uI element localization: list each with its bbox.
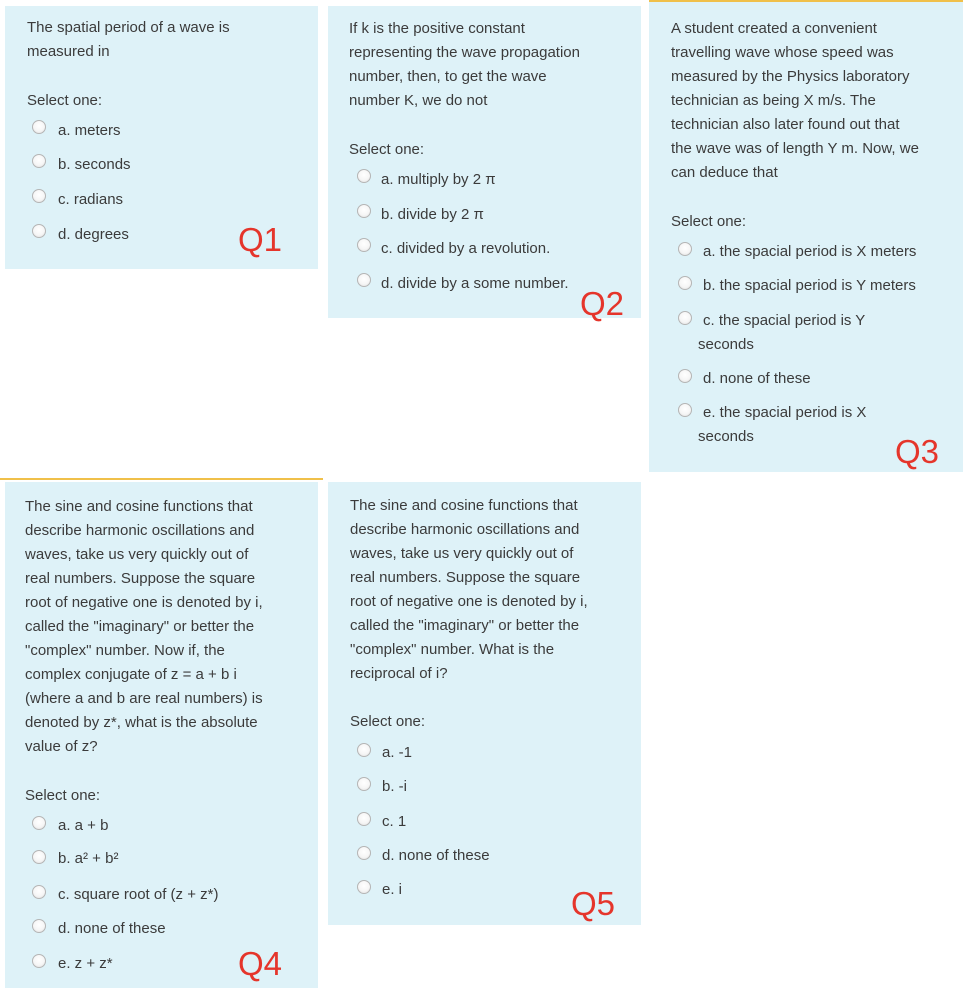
option-a-label[interactable]: a. -1 bbox=[382, 744, 413, 761]
question-tag-q4: Q4 bbox=[238, 945, 283, 982]
question-tag-q2: Q2 bbox=[580, 285, 625, 322]
radio-option-e[interactable] bbox=[678, 403, 692, 417]
question-line: real numbers. Suppose the square bbox=[350, 569, 581, 586]
question-line: "complex" number. Now if, the bbox=[25, 642, 225, 659]
question-line: reciprocal of i? bbox=[350, 665, 448, 682]
question-line: number, then, to get the wave bbox=[349, 68, 547, 85]
radio-option-a[interactable] bbox=[357, 743, 371, 757]
option-c-continuation[interactable]: seconds bbox=[698, 336, 754, 353]
option-d-label[interactable]: d. divide by a some number. bbox=[381, 275, 569, 292]
question-tag-q5: Q5 bbox=[571, 885, 616, 922]
question-line: can deduce that bbox=[671, 164, 778, 181]
option-a-label[interactable]: a. the spacial period is X meters bbox=[703, 243, 917, 260]
question-card-q5 bbox=[328, 482, 641, 925]
option-b-label[interactable]: b. -i bbox=[382, 778, 408, 795]
question-line: denoted by z*, what is the absolute bbox=[25, 714, 258, 731]
option-b-label[interactable]: b. seconds bbox=[58, 156, 131, 173]
question-line: measured by the Physics laboratory bbox=[671, 68, 910, 85]
accent-line bbox=[0, 478, 323, 480]
option-a-label[interactable]: a. a + b bbox=[58, 817, 109, 834]
question-line: The spatial period of a wave is bbox=[27, 19, 230, 36]
question-line: measured in bbox=[27, 43, 110, 60]
radio-option-b[interactable] bbox=[357, 204, 371, 218]
select-one-label: Select one: bbox=[671, 213, 747, 230]
option-d-label[interactable]: d. none of these bbox=[382, 847, 490, 864]
option-c-label[interactable]: c. square root of (z + z*) bbox=[58, 886, 219, 903]
option-b-label[interactable]: b. a² + b² bbox=[58, 850, 119, 867]
radio-option-a[interactable] bbox=[32, 120, 46, 134]
radio-option-b[interactable] bbox=[357, 777, 371, 791]
question-line: A student created a convenient bbox=[671, 20, 877, 37]
radio-option-d[interactable] bbox=[32, 919, 46, 933]
radio-option-d[interactable] bbox=[32, 224, 46, 238]
question-line: root of negative one is denoted by i, bbox=[350, 593, 588, 610]
option-d-label[interactable]: d. degrees bbox=[58, 226, 129, 243]
radio-option-b[interactable] bbox=[32, 850, 46, 864]
radio-option-c[interactable] bbox=[678, 311, 692, 325]
option-e-continuation[interactable]: seconds bbox=[698, 428, 754, 445]
radio-option-d[interactable] bbox=[678, 369, 692, 383]
radio-option-c[interactable] bbox=[32, 189, 46, 203]
radio-option-b[interactable] bbox=[32, 154, 46, 168]
radio-option-c[interactable] bbox=[32, 885, 46, 899]
question-line: The sine and cosine functions that bbox=[25, 498, 253, 515]
question-card-q3 bbox=[649, 2, 963, 472]
question-text bbox=[27, 16, 230, 64]
radio-option-b[interactable] bbox=[678, 276, 692, 290]
radio-option-c[interactable] bbox=[357, 812, 371, 826]
option-c-label[interactable]: c. divided by a revolution. bbox=[381, 240, 551, 257]
question-card-q4 bbox=[5, 482, 318, 988]
question-text bbox=[349, 17, 580, 113]
question-text bbox=[25, 495, 263, 759]
radio-option-d[interactable] bbox=[357, 273, 371, 287]
select-one-label: Select one: bbox=[349, 141, 425, 158]
question-line: representing the wave propagation bbox=[349, 44, 580, 61]
radio-option-a[interactable] bbox=[32, 816, 46, 830]
question-line: the wave was of length Y m. Now, we bbox=[671, 140, 919, 157]
question-line: The sine and cosine functions that bbox=[350, 497, 578, 514]
option-d-label[interactable]: d. none of these bbox=[703, 370, 811, 387]
question-line: If k is the positive constant bbox=[349, 20, 525, 37]
option-c-label[interactable]: c. radians bbox=[58, 191, 124, 208]
question-line: describe harmonic oscillations and bbox=[350, 521, 580, 538]
question-line: value of z? bbox=[25, 738, 98, 755]
option-c-label[interactable]: c. the spacial period is Y bbox=[703, 312, 866, 329]
select-one-label: Select one: bbox=[350, 713, 426, 730]
question-line: "complex" number. What is the bbox=[350, 641, 555, 658]
radio-option-a[interactable] bbox=[357, 169, 371, 183]
question-tag-q3: Q3 bbox=[895, 433, 940, 470]
option-b-label[interactable]: b. the spacial period is Y meters bbox=[703, 277, 916, 294]
option-a-label[interactable]: a. multiply by 2 π bbox=[381, 171, 496, 188]
question-text bbox=[350, 494, 588, 686]
question-card-q2 bbox=[328, 6, 641, 322]
question-line: called the "imaginary" or better the bbox=[25, 618, 255, 635]
question-line: travelling wave whose speed was bbox=[671, 44, 894, 61]
radio-option-a[interactable] bbox=[678, 242, 692, 256]
question-line: number K, we do not bbox=[349, 92, 488, 109]
radio-option-e[interactable] bbox=[32, 954, 46, 968]
option-e-label[interactable]: e. the spacial period is X bbox=[703, 404, 867, 421]
question-line: waves, take us very quickly out of bbox=[350, 545, 574, 562]
question-line: technician as being X m/s. The bbox=[671, 92, 876, 109]
option-d-label[interactable]: d. none of these bbox=[58, 920, 166, 937]
question-line: describe harmonic oscillations and bbox=[25, 522, 255, 539]
question-line: real numbers. Suppose the square bbox=[25, 570, 256, 587]
option-b-label[interactable]: b. divide by 2 π bbox=[381, 206, 484, 223]
question-line: technician also later found out that bbox=[671, 116, 900, 133]
radio-option-e[interactable] bbox=[357, 880, 371, 894]
radio-option-d[interactable] bbox=[357, 846, 371, 860]
question-card-q1 bbox=[5, 6, 318, 269]
option-e-label[interactable]: e. z + z* bbox=[58, 955, 113, 972]
question-line: called the "imaginary" or better the bbox=[350, 617, 580, 634]
option-e-label[interactable]: e. i bbox=[382, 881, 403, 898]
option-a-label[interactable]: a. meters bbox=[58, 122, 121, 139]
select-one-label: Select one: bbox=[27, 92, 103, 109]
select-one-label: Select one: bbox=[25, 787, 101, 804]
question-line: waves, take us very quickly out of bbox=[25, 546, 249, 563]
radio-option-c[interactable] bbox=[357, 238, 371, 252]
question-line: (where a and b are real numbers) is bbox=[25, 690, 263, 707]
question-line: root of negative one is denoted by i, bbox=[25, 594, 263, 611]
question-text bbox=[671, 17, 919, 185]
question-tag-q1: Q1 bbox=[238, 221, 283, 258]
option-c-label[interactable]: c. 1 bbox=[382, 813, 407, 830]
question-line: complex conjugate of z = a + b i bbox=[25, 666, 237, 683]
